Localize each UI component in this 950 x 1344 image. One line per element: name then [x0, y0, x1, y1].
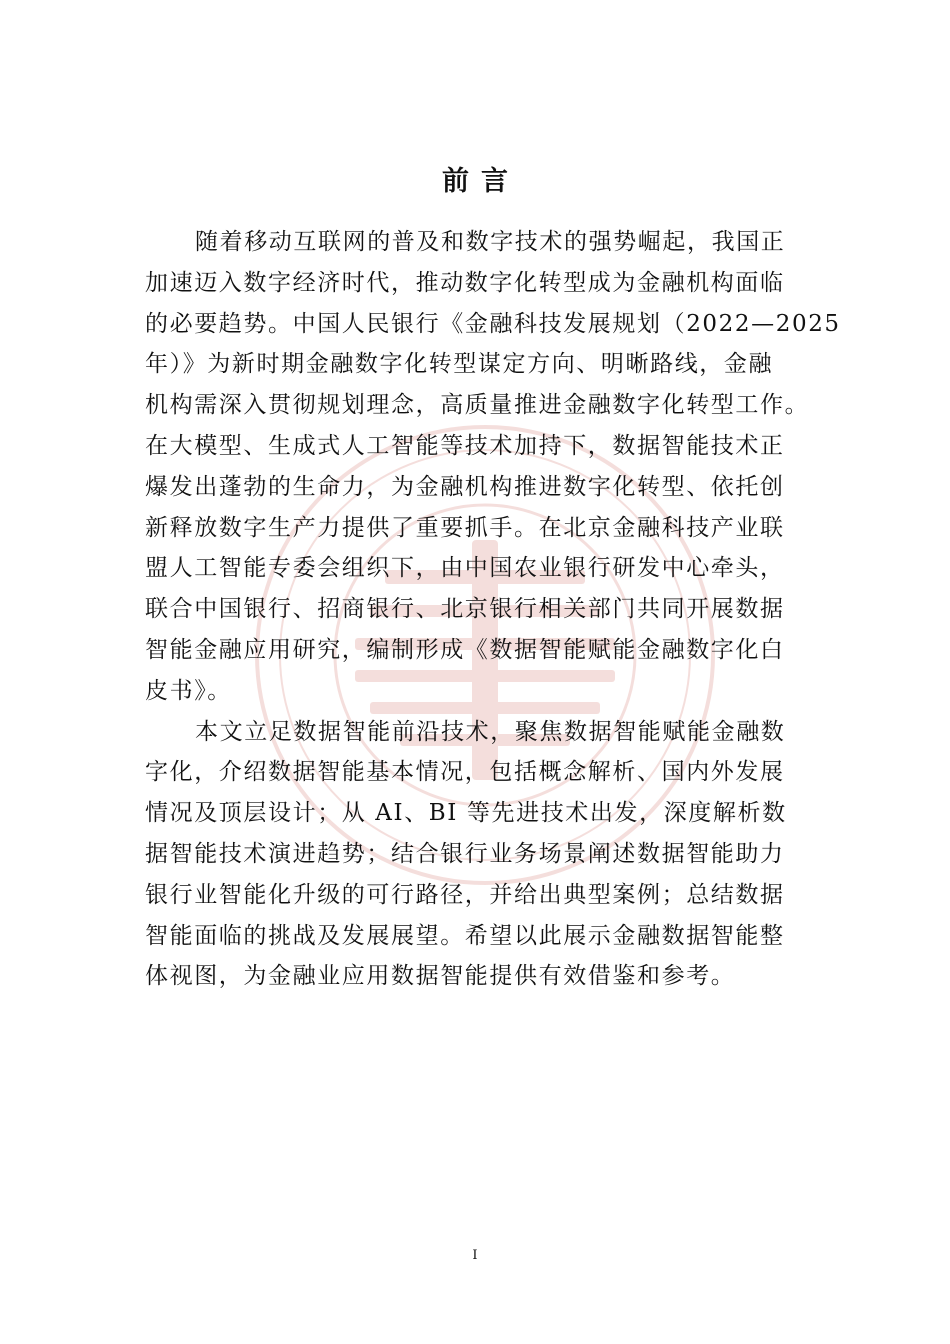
paragraph-1 — [145, 222, 841, 712]
text-line: 新释放数字生产力提供了重要抓手。在北京金融科技产业联 — [145, 514, 785, 541]
page-number: I — [472, 1248, 478, 1263]
page-title: 前言 — [442, 166, 520, 197]
paragraph-2 — [145, 712, 825, 998]
text-line: 字化，介绍数据智能基本情况，包括概念解析、国内外发展 — [145, 759, 785, 786]
text-line: 年）》为新时期金融数字化转型谋定方向、明晰路线，金融 — [145, 351, 774, 378]
text-line: 情况及顶层设计；从 AI、BI 等先进技术出发，深度解析数 — [145, 800, 787, 827]
preface-body — [145, 222, 841, 997]
text-line: 体视图，为金融业应用数据智能提供有效借鉴和参考。 — [145, 963, 736, 990]
text-line: 爆发出蓬勃的生命力，为金融机构推进数字化转型、依托创 — [145, 473, 785, 500]
text-line: 的必要趋势。中国人民银行《金融科技发展规划（2022—2025 — [145, 310, 841, 337]
text-line: 联合中国银行、招商银行、北京银行相关部门共同开展数据 — [145, 596, 785, 623]
text-line: 本文立足数据智能前沿技术，聚焦数据智能赋能金融数 — [195, 718, 786, 745]
text-line: 盟人工智能专委会组织下，由中国农业银行研发中心牵头， — [145, 555, 785, 582]
text-line: 银行业智能化升级的可行路径，并给出典型案例；总结数据 — [145, 881, 785, 908]
text-line: 智能金融应用研究，编制形成《数据智能赋能金融数字化白 — [145, 636, 785, 663]
text-line: 智能面临的挑战及发展展望。希望以此展示金融数据智能整 — [145, 922, 785, 949]
text-line: 加速迈入数字经济时代，推动数字化转型成为金融机构面临 — [145, 269, 785, 296]
text-line: 在大模型、生成式人工智能等技术加持下，数据智能技术正 — [145, 432, 785, 459]
text-line: 皮书》。 — [145, 677, 232, 704]
text-line: 随着移动互联网的普及和数字技术的强势崛起，我国正 — [195, 229, 786, 255]
text-line: 据智能技术演进趋势；结合银行业务场景阐述数据智能助力 — [145, 840, 785, 867]
text-line: 机构需深入贯彻规划理念，高质量推进金融数字化转型工作。 — [145, 392, 810, 419]
